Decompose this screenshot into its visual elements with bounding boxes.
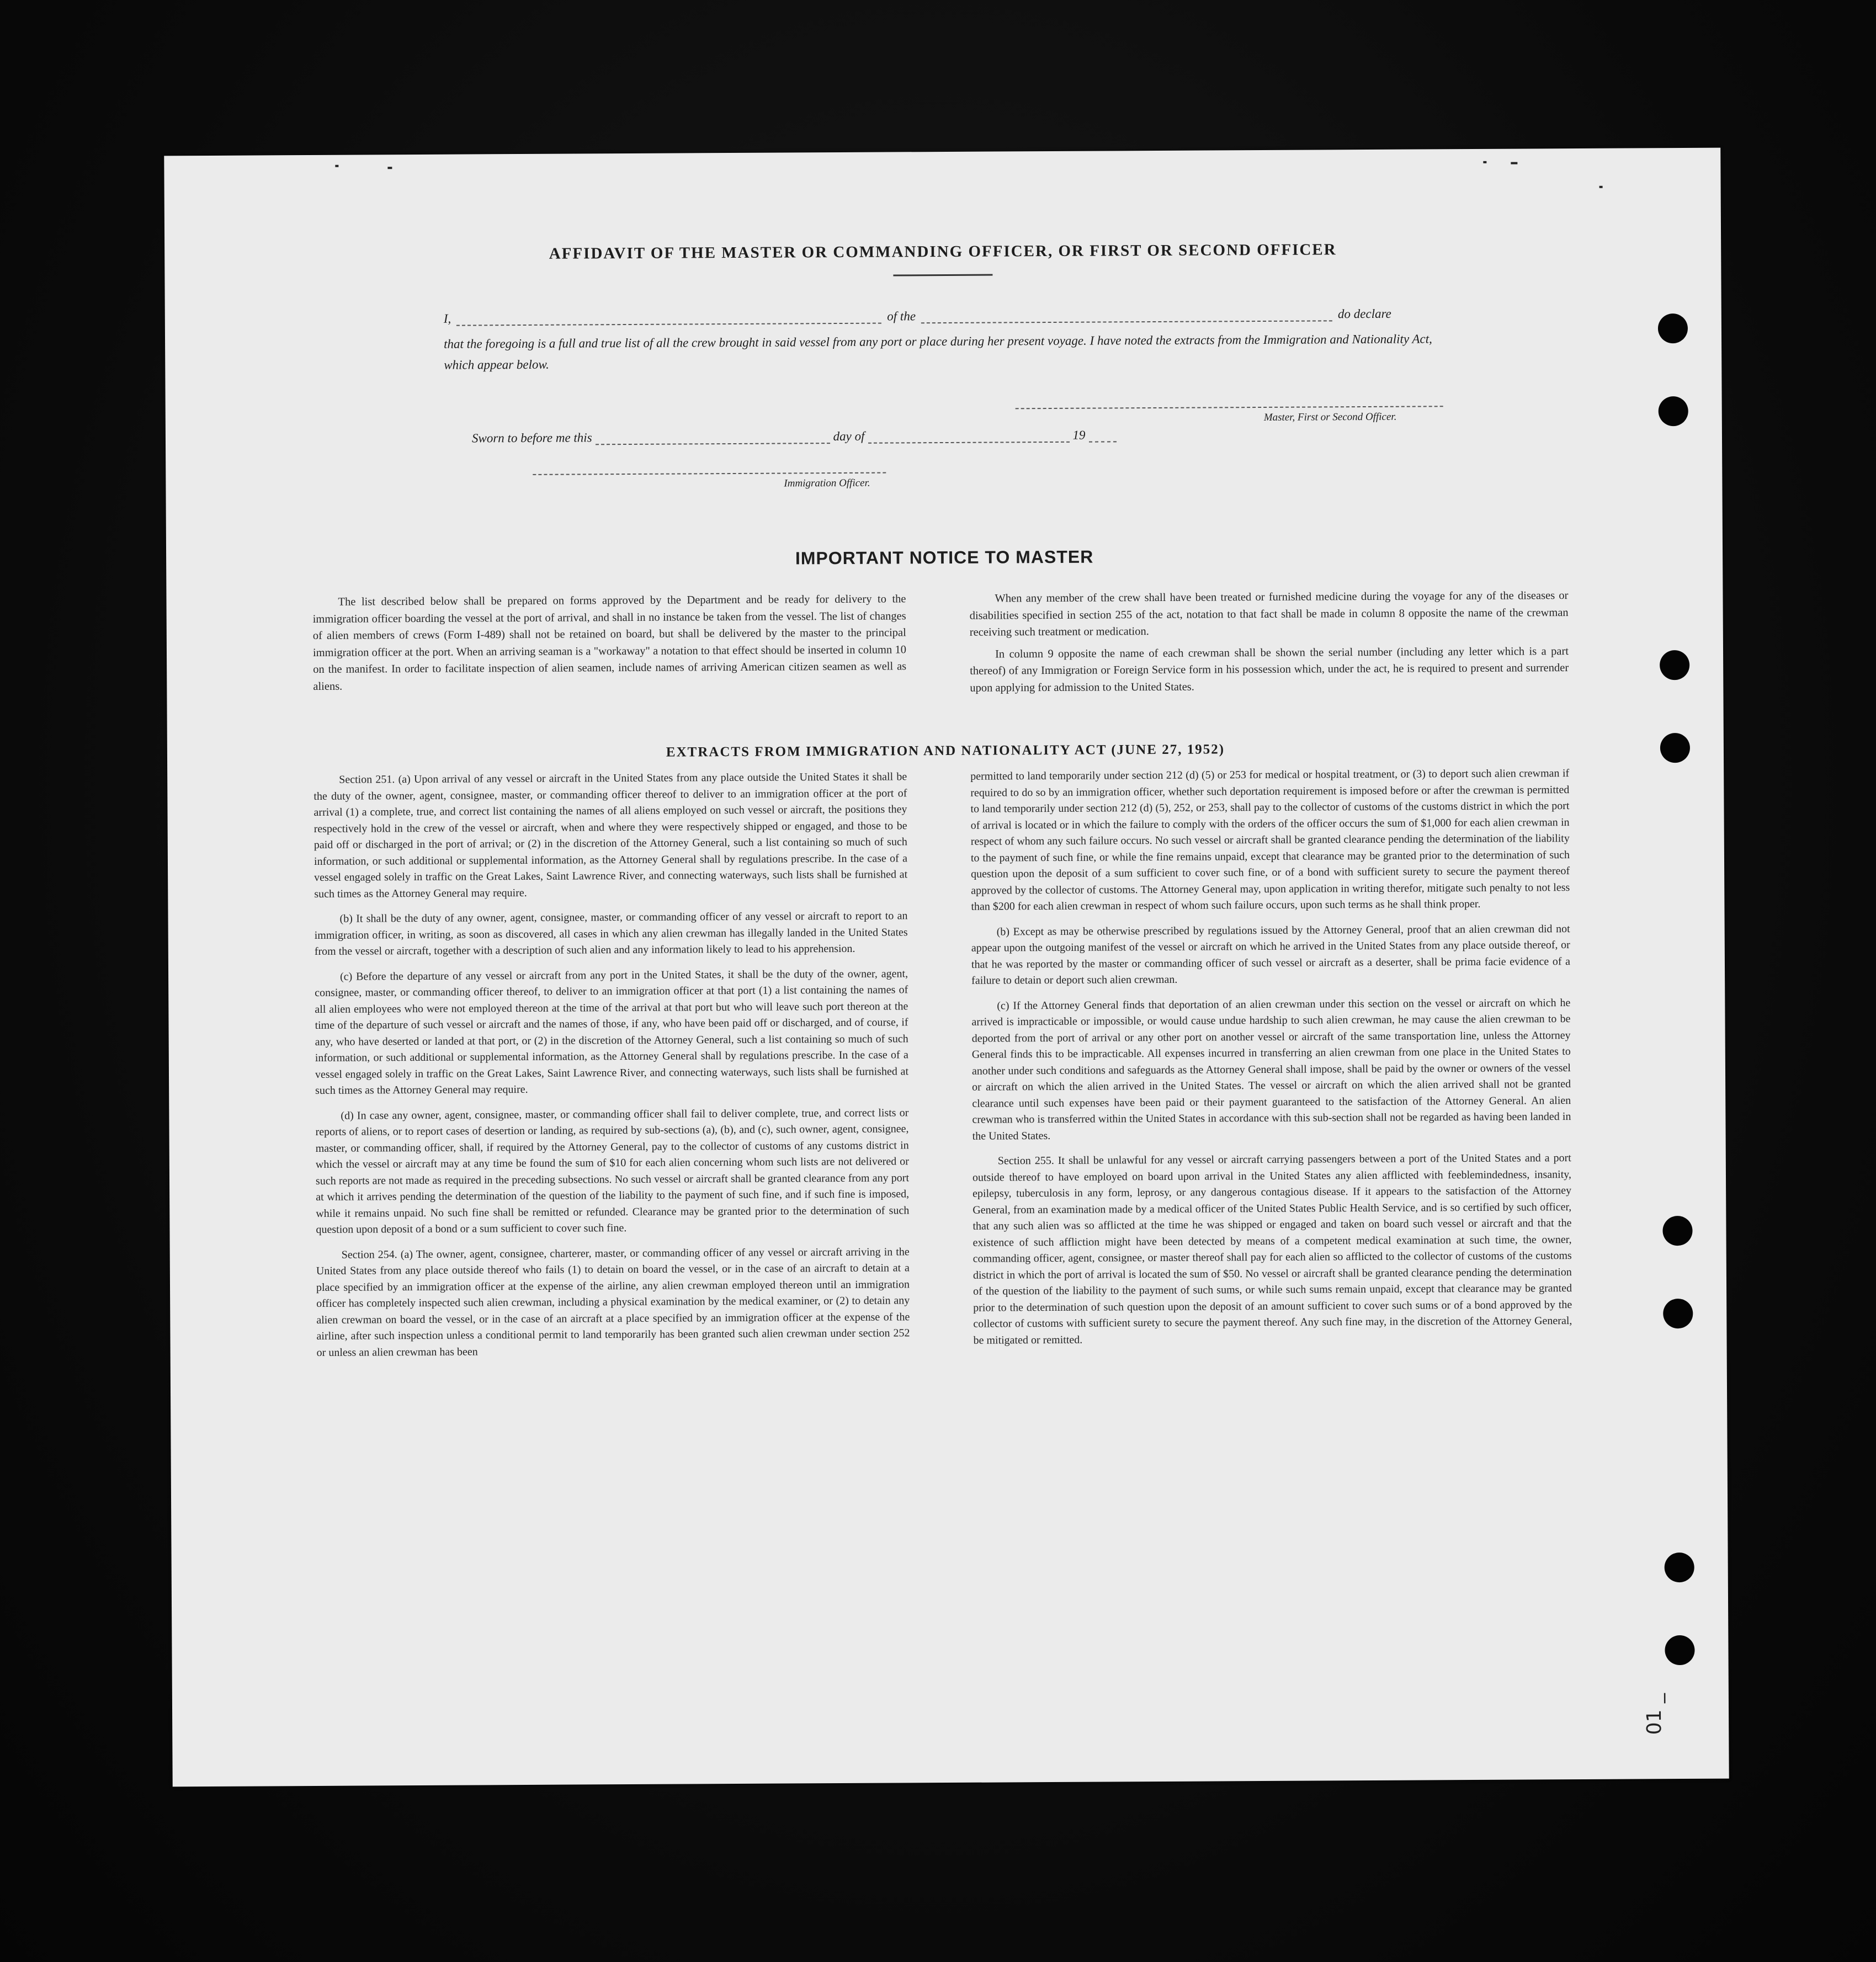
i-label: I, [443, 311, 451, 326]
extracts-title: EXTRACTS FROM IMMIGRATION AND NATIONALITY ACT (JUNE 27, 1952) [666, 742, 1225, 760]
scan-speck [1483, 161, 1486, 163]
master-signature-label: Master, First or Second Officer. [1263, 411, 1397, 423]
binder-hole [1659, 396, 1688, 426]
notice-left-column [312, 591, 906, 700]
notice-right-column [969, 587, 1569, 701]
title-underline [893, 274, 992, 277]
scan-speck [1599, 186, 1603, 188]
name-blank[interactable] [456, 322, 881, 326]
extract-paragraph: (b) Except as may be otherwise prescribed by regulations issued by the Attorney General, proof that an alien crewman did not appear upon the outgoing manifest of the vessel or aircraft on which he arrived in the United States from any place outside thereof, or that he was reported by the master or commanding officer of such vessel or aircraft as a deserter, shall be prima facie evidence of a failure to detain or deport such alien crewman. [971, 922, 1571, 987]
extract-paragraph: Section 255. It shall be unlawful for any vessel or aircraft carrying passengers between a port of the United States and a port outside thereof to have employed on board upon arrival in the United States any alien afflicted with feeblemindedness, insanity, epilepsy, tuberculosis in any form, leprosy, or any dangerous contagious disease. If it appears to the satisfaction of the Attorney General, from an examination made by a medical officer of the United States Public Health Service, and is so certified by such officer, that any such alien was so afflicted at the time he was shipped or engaged and taken on board such vessel or aircraft and that the existence of such affliction might have been detected by means of a competent medical examination at such time, the owner, commanding officer, agent, consignee, or master thereof shall pay for each alien so afflicted to the collector of customs of the customs district in which the port of arrival is located the sum of $50. No vessel or aircraft shall be granted clearance pending the determination of the question of the liability to the payment of such sums, or while such sums remain unpaid, except that clearance may be granted prior to the determination of such question upon the deposit of an amount sufficient to cover such sums or of a bond approved by the collector of customs with sufficient surety to secure the payment thereof. Any such fine may, in the discretion of the Attorney General, be mitigated or remitted. [972, 1152, 1572, 1347]
sworn-label: Sworn to before me this [471, 430, 592, 445]
officer-signature-blank[interactable] [533, 472, 886, 475]
notice-paragraph: In column 9 opposite the name of each crewman shall be shown the serial number (including any letter which is a part thereof) of any Immigration or Foreign Service form in his possession which, under the act, he is required to present and surrender upon applying for admission to the United States. [970, 645, 1569, 694]
binder-hole [1662, 1216, 1692, 1246]
day-of-label: day of [833, 429, 865, 444]
do-declare-label: do declare [1337, 306, 1391, 321]
extract-paragraph: permitted to land temporarily under section 212 (d) (5) or 253 for medical or hospital treatment, or (3) to deport such alien crewman if required to do so by an immigration officer, whether such deportation requirement is imposed before or after the crewman is permitted to land temporarily under section 212 (d) (5), 252, or 253, shall pay to the collector of customs of the customs district in which the port of arrival is located or in which the failure to comply with the orders of the officer occurs the sum of $1,000 for each alien crewman in respect of whom any such failure occurs. No such vessel or aircraft shall be granted clearance pending the determination of the liability to the payment of such fine, or while the fine remains unpaid, except that clearance may be granted prior to the determination of such question upon the deposit of a sum sufficient to cover such fine, or of a bond with sufficient surety to secure the payment thereof approved by the collector of customs. The Attorney General may, upon application in writing therefor, mitigate such penalty to not less than $200 for each alien crewman in respect of whom such failure occurs, upon such terms as he shall think proper. [970, 767, 1570, 913]
declaration-line [444, 306, 1443, 326]
extract-paragraph: (d) In case any owner, agent, consignee, master, or commanding officer shall fail to deliver complete, true, and correct lists or reports of aliens, or to report cases of desertion or landing, as required by sub-sections (a), (b), and (c), such owner, agent, consignee, master, or commanding officer, shall, if required by the Attorney General, pay to the collector of customs of any customs district in which the vessel or aircraft may at any time be found the sum of $10 for each alien concerning whom such lists are not delivered or such reports are not made as required in the preceding subsections. No such vessel or aircraft shall be granted clearance from any port at which it arrives pending the determination of the question of the liability to the payment of such fine, and if such fine is imposed, while it remains unpaid. No such fine shall be remitted or refunded. Clearance may be granted prior to the determination of such question upon deposit of a bond or a sum sufficient to cover such fine. [315, 1106, 910, 1236]
master-signature-blank[interactable] [1016, 406, 1443, 409]
notice-paragraph: When any member of the crew shall have been treated or furnished medicine during the voyage for any of the diseases or disabilities specified in section 255 of the act, notation to that fact shall be made in column 8 opposite the name of the crewman receiving such treatment or medication. [969, 589, 1569, 639]
extract-paragraph: (c) If the Attorney General finds that deportation of an alien crewman under this section on the vessel or aircraft on which he arrived is impracticable or impossible, or would cause undue hardship to such alien crewman, he may cause the alien crewman to be deported from the port of arrival or any other port on another vessel or aircraft of the same transportation line, unless the Attorney General finds this to be impracticable. All expenses incurred in transferring an alien crewman from one place in the United States to another under such conditions and safeguards as the Attorney General shall impose, shall be paid by the owner or owners of the vessel or aircraft on which the alien arrived in the United States. The vessel or aircraft on which the alien arrived shall not be granted clearance until such expenses have been paid or their payment guaranteed to the satisfaction of the Attorney General. An alien crewman who is transferred within the United States in accordance with this sub-section shall not be regarded as having been landed in the United States. [971, 996, 1571, 1142]
document-page [164, 148, 1729, 1787]
extract-paragraph: (b) It shall be the duty of any owner, agent, consignee, master, or commanding officer of any vessel or aircraft to report to an immigration officer, in writing, as soon as discovered, all cases in which any alien crewman has illegally landed in the United States from the vessel or aircraft, together with a description of such alien and any information likely to lead to his apprehension. [314, 910, 908, 958]
notice-paragraph: The list described below shall be prepared on forms approved by the Department and be ready for delivery to the immigration officer boarding the vessel at the port of arrival, and shall in no instance be taken from the vessel. The list of changes of alien members of crews (Form I-489) shall not be retained on board, but shall be delivered by the master to the principal immigration officer at the port. When an arriving seaman is a "workaway" a notation to that effect should be inserted in column 10 on the manifest. In order to facilitate inspection of alien seamen, include names of arriving American citizen seamen as well as aliens. [312, 593, 907, 693]
binder-hole [1665, 1552, 1694, 1582]
extract-paragraph: (c) Before the departure of any vessel or aircraft from any port in the United States, it shall be the duty of the owner, agent, consignee, master, or commanding officer thereof, to deliver to an immigration officer at that port (1) a list containing the names of all alien employees who were not employed thereon at the time of the arrival at that port but who will leave such port thereon at the time of the departure of such vessel or aircraft and the names of those, if any, who have been paid off or discharged, and of course, if any, who have deserted or landed at that port, or (2) in the discretion of the Attorney General, such a list containing so much of such information, or such additional or supplemental information, as the Attorney General shall by regulations prescribe. In the case of a vessel engaged solely in traffic on the Great Lakes, Saint Lawrence River, and connecting waterways, such lists shall be furnished at such times as the Attorney General may require. [315, 967, 909, 1097]
binder-hole [1665, 1635, 1694, 1665]
vessel-blank[interactable] [921, 319, 1332, 323]
binder-hole [1658, 313, 1688, 343]
scan-speck [335, 165, 338, 167]
binder-hole [1663, 1299, 1693, 1328]
declaration-body: that the foregoing is a full and true list of all the crew brought in said vessel from any port or place during her present voyage. I have noted the extracts from the Immigration and Nationality Act, which appear below. [444, 332, 1432, 372]
handwritten-mark: 01 _ [1643, 1693, 1666, 1735]
notice-title: IMPORTANT NOTICE TO MASTER [795, 546, 1094, 568]
binder-hole [1660, 650, 1689, 680]
of-the-label: of the [887, 309, 916, 323]
sworn-date-blank[interactable] [596, 442, 830, 445]
extract-paragraph: Section 251. (a) Upon arrival of any vessel or aircraft in the United States from any place outside the United States it shall be the duty of the owner, agent, consignee, master, or commanding officer thereof to deliver to an immigration officer at the port of arrival (1) a complete, true, and correct list containing the names of all aliens employed on such vessel or aircraft, the positions they respectively hold in the crew of the vessel or aircraft, when and where they were respectively shipped or engaged, and those to be paid off or discharged in the port of arrival; or (2) in the discretion of the Attorney General, such a list containing so much of such information, or such additional or supplemental information, as the Attorney General shall by regulations prescribe. In the case of a vessel engaged solely in traffic on the Great Lakes, Saint Lawrence River, and connecting waterways, such lists shall be furnished at such times as the Attorney General may require. [313, 770, 908, 900]
extract-paragraph: Section 254. (a) The owner, agent, consignee, charterer, master, or commanding officer of any vessel or aircraft arriving in the United States from any place outside thereof who fails (1) to detain on board the vessel, or in the case of an aircraft to detain at a place specified by an immigration officer at the expense of the airline, any alien crewman employed thereon until an immigration officer has completely inspected such alien crewman, including a physical examination by the medical examiner, or (2) to detain any alien crewman on board the vessel, or in the case of an aircraft at a place specified by an immigration officer at the expense of the airline, after such inspection unless a conditional permit to land temporarily has been granted such alien crewman under section 252 or unless an alien crewman has been [316, 1245, 910, 1359]
month-blank[interactable] [868, 440, 1070, 444]
scan-speck [387, 167, 392, 169]
year-label: 19 [1072, 428, 1086, 442]
extracts-right-column [970, 765, 1572, 1358]
sworn-line [472, 428, 1134, 445]
year-blank[interactable] [1089, 440, 1117, 442]
officer-signature-label: Immigration Officer. [784, 477, 870, 490]
extracts-left-column [313, 769, 910, 1370]
scan-speck [1511, 162, 1517, 164]
affidavit-title: AFFIDAVIT OF THE MASTER OR COMMANDING OFFICER, OR FIRST OR SECOND OFFICER [549, 241, 1337, 263]
